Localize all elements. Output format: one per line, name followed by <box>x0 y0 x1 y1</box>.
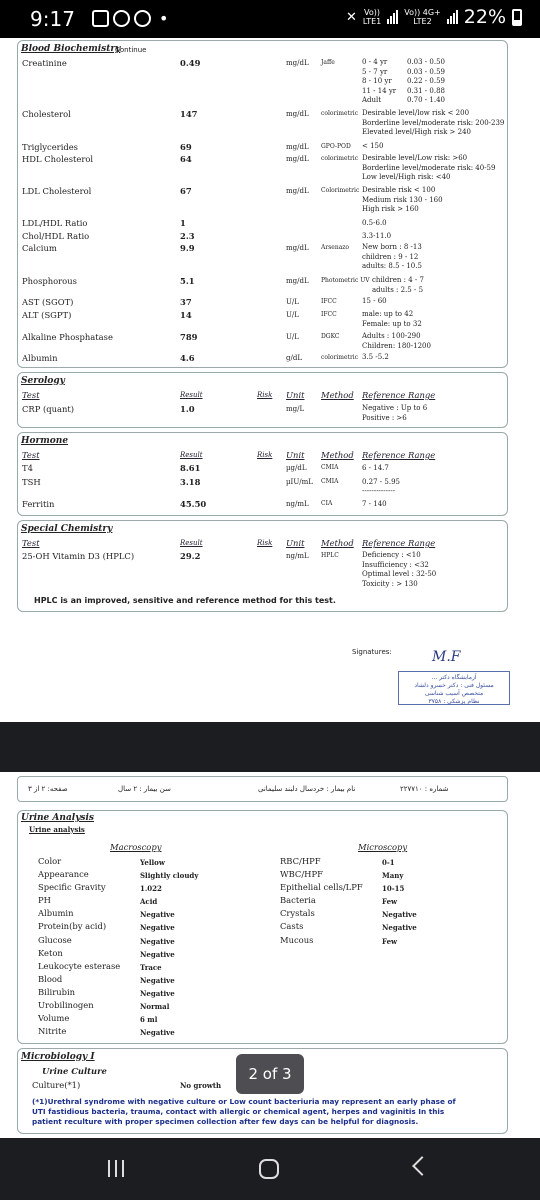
test-name: Culture(*1) <box>32 1080 81 1090</box>
hplc-note: HPLC is an improved, sensitive and reference method for this test. <box>34 596 336 605</box>
test-name: Ferritin <box>22 499 55 509</box>
macroscopy-values: Yellow Slightly cloudy 1.022 Acid Negative Negative Negative Negative Trace Negative Negative Normal 6 ml Negative <box>140 858 199 1038</box>
test-name: Phosphorous <box>22 276 77 286</box>
col-unit: Unit <box>286 390 305 400</box>
reference-range: children : 4 - 7 adults : 2.5 - 5 <box>372 276 424 294</box>
test-name: LDL/HDL Ratio <box>22 218 88 228</box>
reference-range: Desirable level/low risk < 200 Borderline level/moderate risk: 200-239 Elevated level/High risk > 240 <box>362 109 505 136</box>
col-method: Method <box>321 538 354 548</box>
reference-range: < 150 <box>362 142 384 150</box>
reference-range: 15 - 60 <box>362 297 387 305</box>
test-name: TSH <box>22 477 41 487</box>
test-result: 14 <box>180 310 192 320</box>
test-result: 2.3 <box>180 231 195 241</box>
test-result: 69 <box>180 142 192 152</box>
reference-range: 6 - 14.7 <box>362 464 389 472</box>
reference-range: 3.3-11.0 <box>362 232 392 240</box>
test-name: 25-OH Vitamin D3 (HPLC) <box>22 551 135 561</box>
test-result: 9.9 <box>180 243 195 253</box>
col-test: Test <box>22 390 40 400</box>
microbiology-title: Microbiology I <box>21 1052 95 1062</box>
test-result: 64 <box>180 154 192 164</box>
reference-range: Adults : 100-290 Children: 180-1200 <box>362 332 431 350</box>
clock: 9:17 <box>30 7 75 31</box>
test-method: IFCC <box>321 298 337 305</box>
test-name: Creatinine <box>22 58 67 68</box>
special-chemistry-title: Special Chemistry <box>21 524 113 534</box>
page-number-label: صفحه: ۲ از ۳ <box>28 785 68 793</box>
test-unit: µg/dL <box>286 464 307 472</box>
macroscopy-title: Macroscopy <box>110 842 162 852</box>
navigation-bar <box>0 1138 540 1200</box>
signal1-icon <box>387 10 398 24</box>
test-result: 5.1 <box>180 276 195 286</box>
test-unit: mg/dL <box>286 187 309 195</box>
battery-percent: 22% <box>463 6 506 28</box>
biochemistry-title: Blood Biochemistry <box>21 44 121 54</box>
test-method: colorimetric <box>321 155 359 162</box>
col-unit: Unit <box>286 450 305 460</box>
separator-dashes: -------------- <box>362 487 396 495</box>
signal2-icon <box>447 10 458 24</box>
test-unit: mg/dL <box>286 143 309 151</box>
reference-range: male: up to 42 Female: up to 32 <box>362 310 422 328</box>
col-reference: Reference Range <box>362 450 436 460</box>
test-result: 789 <box>180 332 198 342</box>
test-unit: U/L <box>286 333 299 341</box>
test-unit: U/L <box>286 298 299 306</box>
reference-range: 7 - 140 <box>362 500 387 508</box>
continue-label: Continue <box>115 46 147 54</box>
test-result: 8.61 <box>180 463 201 473</box>
macroscopy-names: Color Appearance Specific Gravity PH Albumin Protein(by acid) Glucose Keton Leukocyte esterase Blood Bilirubin Urobilinogen Volume Nitrite <box>38 856 121 1037</box>
page-indicator: 2 of 3 <box>236 1054 304 1094</box>
test-method: HPLC <box>321 552 339 559</box>
microscopy-names: RBC/HPF WBC/HPF Epithelial cells/LPF Bacteria Crystals Casts Mucous <box>280 856 363 945</box>
test-name: CRP (quant) <box>22 404 75 414</box>
chrome-icon <box>134 10 151 27</box>
reference-range: Negative : Up to 6 Positive : >6 <box>362 404 428 422</box>
test-result: 67 <box>180 186 192 196</box>
mute-icon: ✕ <box>345 9 357 25</box>
recent-apps-icon[interactable] <box>108 1160 124 1177</box>
col-risk: Risk <box>257 539 273 547</box>
col-result: Result <box>180 539 203 547</box>
reference-range: Desirable risk < 100 Medium risk 130 - 160 High risk > 160 <box>362 186 443 213</box>
test-unit: ng/mL <box>286 500 309 508</box>
test-unit: mg/dL <box>286 110 309 118</box>
urine-title: Urine Analysis <box>21 813 94 823</box>
test-result: 4.6 <box>180 353 195 363</box>
test-unit: mg/dL <box>286 277 309 285</box>
back-icon[interactable] <box>412 1156 432 1176</box>
col-result: Result <box>180 391 203 399</box>
test-name: Alkaline Phosphatase <box>22 332 113 342</box>
lab-stamp: آزمایشگاه دکتر ... مسئول فنی : دکتر خسرو دلشاد متخصص آسیب شناسی نظام پزشکی : ۳۷۵۸ <box>398 671 510 705</box>
test-unit: mg/dL <box>286 59 309 67</box>
notification-icons <box>92 9 168 28</box>
col-result: Result <box>180 451 203 459</box>
test-method: Arsenazo <box>321 244 350 251</box>
test-method: colorimetric <box>321 110 359 117</box>
reference-range: 3.5 -5.2 <box>362 353 389 361</box>
more-notifications-dot: • <box>159 9 169 28</box>
test-method: Photometric UV <box>321 277 370 284</box>
col-test: Test <box>22 450 40 460</box>
reference-range: 0.5-6.0 <box>362 219 387 227</box>
test-result: 1 <box>180 218 186 228</box>
test-result: 1.0 <box>180 404 195 414</box>
test-unit: µIU/mL <box>286 478 313 486</box>
reference-range: 0.27 - 5.95 <box>362 478 400 486</box>
test-unit: mg/dL <box>286 155 309 163</box>
test-method: Jaffe <box>321 59 335 66</box>
test-name: Cholesterol <box>22 109 71 119</box>
home-icon[interactable] <box>259 1159 279 1179</box>
report-page-1[interactable] <box>0 38 540 722</box>
test-name: AST (SGOT) <box>22 297 74 307</box>
whatsapp-icon <box>113 10 130 27</box>
serology-title: Serology <box>21 376 65 386</box>
reference-range: 0 - 4 yr 5 - 7 yr 8 - 10 yr 11 - 14 yr Adult <box>362 58 397 104</box>
test-name: ALT (SGPT) <box>22 310 72 320</box>
test-method: GPO-POD <box>321 143 351 150</box>
sim2-label: Vo)) 4G+ LTE2 <box>404 8 441 26</box>
test-unit: ng/mL <box>286 552 309 560</box>
patient-age: سن بیمار : ۲ سال <box>118 785 171 793</box>
urine-culture-title: Urine Culture <box>42 1066 107 1076</box>
test-name: HDL Cholesterol <box>22 154 94 164</box>
signature: M.F <box>432 649 461 665</box>
col-method: Method <box>321 390 354 400</box>
reference-range: Deficiency : <10 Insufficiency : <32 Optimal level : 32-50 Toxicity : > 130 <box>362 551 437 588</box>
status-bar <box>0 0 540 38</box>
test-result: 0.49 <box>180 58 201 68</box>
patient-number: شماره : ۲۲۷۷۱۰ <box>400 785 449 793</box>
test-method: CIA <box>321 500 333 507</box>
test-method: CMIA <box>321 464 339 471</box>
test-name: Albumin <box>22 353 58 363</box>
test-method: IFCC <box>321 311 337 318</box>
serology-box <box>17 372 508 428</box>
test-unit: U/L <box>286 311 299 319</box>
test-result: 3.18 <box>180 477 201 487</box>
test-method: colorimetric <box>321 354 359 361</box>
system-icons <box>346 6 522 28</box>
test-method: Colorimetric <box>321 187 360 194</box>
test-name: LDL Cholesterol <box>22 186 92 196</box>
col-unit: Unit <box>286 538 305 548</box>
test-result: 147 <box>180 109 198 119</box>
test-method: CMIA <box>321 478 339 485</box>
test-unit: g/dL <box>286 354 302 362</box>
gallery-icon <box>92 10 109 27</box>
col-reference: Reference Range <box>362 538 436 548</box>
test-unit: mg/L <box>286 405 305 413</box>
test-method: DGKC <box>321 333 340 340</box>
test-unit: mg/dL <box>286 244 309 252</box>
test-name: Triglycerides <box>22 142 78 152</box>
test-result: 45.50 <box>180 499 207 509</box>
reference-range: New born : 8 -13 children : 9 - 12 adults: 8.5 - 10.5 <box>362 243 422 270</box>
col-method: Method <box>321 450 354 460</box>
test-name: T4 <box>22 463 33 473</box>
sim1-label: Vo)) LTE1 <box>362 8 382 26</box>
microscopy-title: Microscopy <box>358 842 408 852</box>
col-reference: Reference Range <box>362 390 436 400</box>
col-test: Test <box>22 538 40 548</box>
urine-subtitle: Urine analysis <box>29 825 85 834</box>
test-result: No growth <box>180 1081 222 1090</box>
reference-range: Desirable level/Low risk: >60 Borderline level/moderate risk: 40-59 Low level/High risk: <40 <box>362 154 496 181</box>
battery-icon <box>512 9 522 26</box>
col-risk: Risk <box>257 451 273 459</box>
culture-note: (*1)Urethral syndrome with negative culture or Low count bacteriuria may represent an early phase of UTI fastidious bacteria, trauma, contact with allergic or chemical agent, herpes and vaginitis In this patient reculture with proper specimen collection after few days can be helpful for diagnosis. <box>32 1097 456 1126</box>
hormone-title: Hormone <box>21 436 69 446</box>
microscopy-values: 0-1 Many 10-15 Few Negative Negative Few <box>382 858 417 946</box>
reference-values: 0.03 - 0.50 0.03 - 0.59 0.22 - 0.59 0.31 - 0.88 0.70 - 1.40 <box>407 58 445 104</box>
signatures-label: Signatures: <box>352 648 392 656</box>
hormone-box <box>17 432 508 516</box>
test-result: 29.2 <box>180 551 201 561</box>
col-risk: Risk <box>257 391 273 399</box>
test-name: Calcium <box>22 243 57 253</box>
test-result: 37 <box>180 297 192 307</box>
patient-name: نام بیمار : خردسال دلبند سلیمانی <box>258 785 356 793</box>
test-name: Chol/HDL Ratio <box>22 231 90 241</box>
